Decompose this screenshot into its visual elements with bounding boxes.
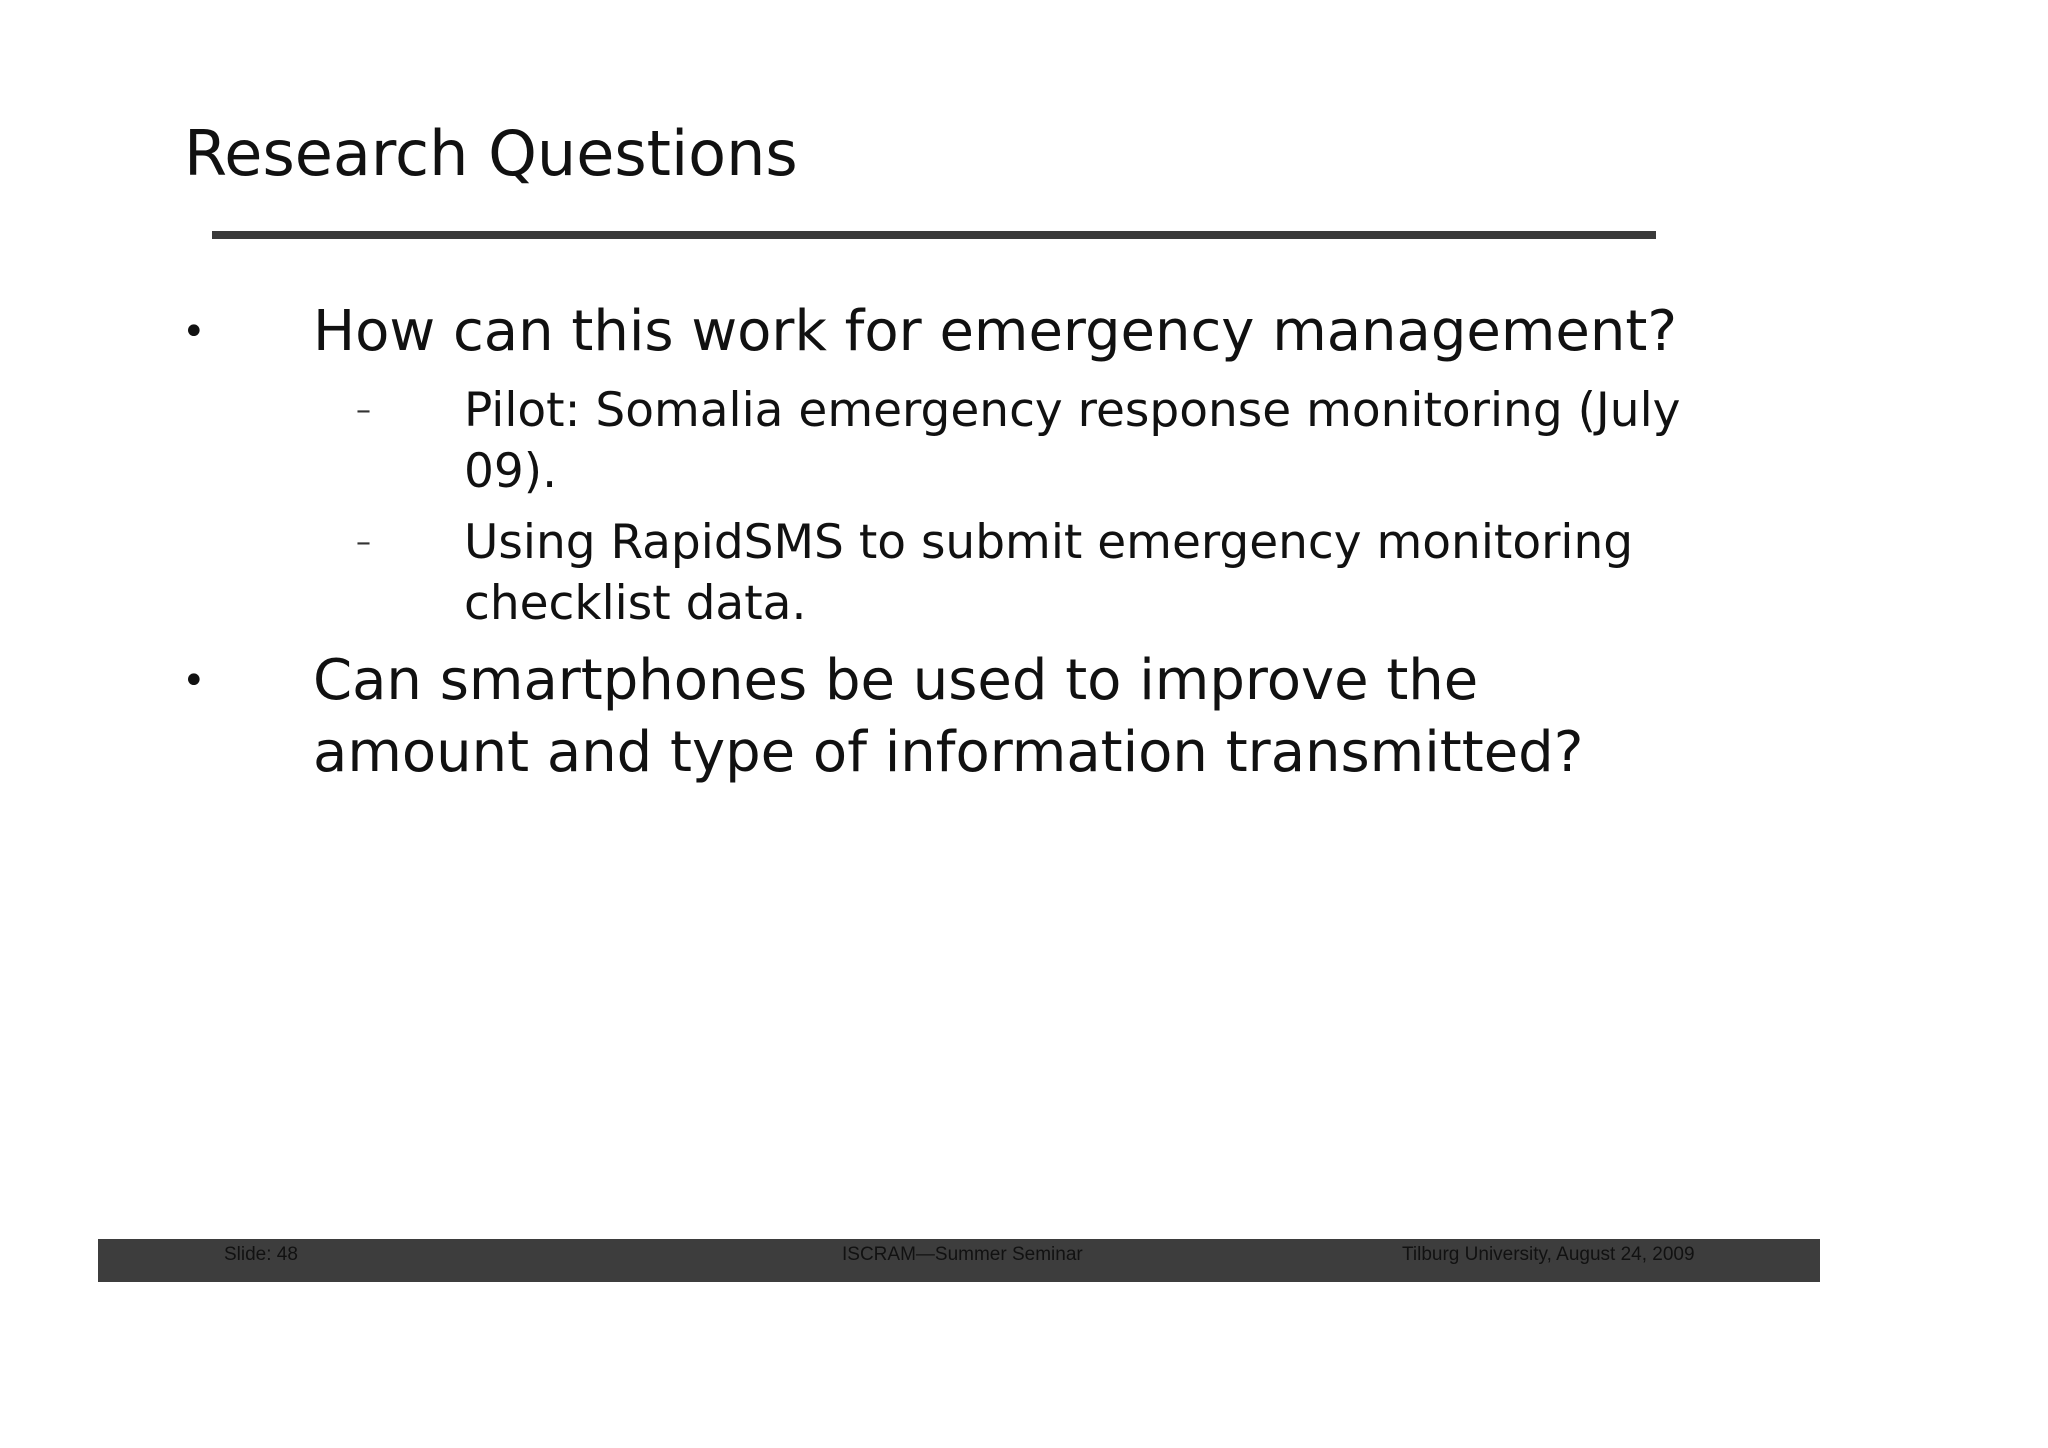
sub-bullet-pilot-somalia (464, 380, 1680, 502)
bullet-marker: • (182, 309, 206, 355)
sub-bullet-marker: – (356, 525, 371, 560)
sub-bullet-line: Using RapidSMS to submit emergency monitoring (464, 515, 1634, 570)
bullet-line: How can this work for emergency management? (313, 299, 1678, 364)
footer-location-date: Tilburg University, August 24, 2009 (1402, 1244, 1695, 1265)
sub-bullet-marker: – (356, 393, 371, 428)
bullet-marker: • (182, 658, 206, 704)
footer-event-name: ISCRAM—Summer Seminar (842, 1244, 1083, 1265)
sub-bullet-line: 09). (464, 444, 558, 499)
sub-bullet-rapidsms (464, 512, 1633, 634)
title-divider (212, 231, 1656, 239)
sub-bullet-line: checklist data. (464, 576, 807, 631)
bullet-item-emergency-management (313, 296, 1677, 368)
bullet-line: Can smartphones be used to improve the (313, 648, 1479, 713)
sub-bullet-line: Pilot: Somalia emergency response monitoring (July (464, 383, 1681, 438)
footer-bar (98, 1239, 1820, 1282)
bullet-item-smartphones (313, 645, 1583, 789)
footer-slide-number: Slide: 48 (224, 1244, 298, 1265)
bullet-line: amount and type of information transmitted? (313, 720, 1584, 785)
slide-title: Research Questions (184, 117, 798, 190)
